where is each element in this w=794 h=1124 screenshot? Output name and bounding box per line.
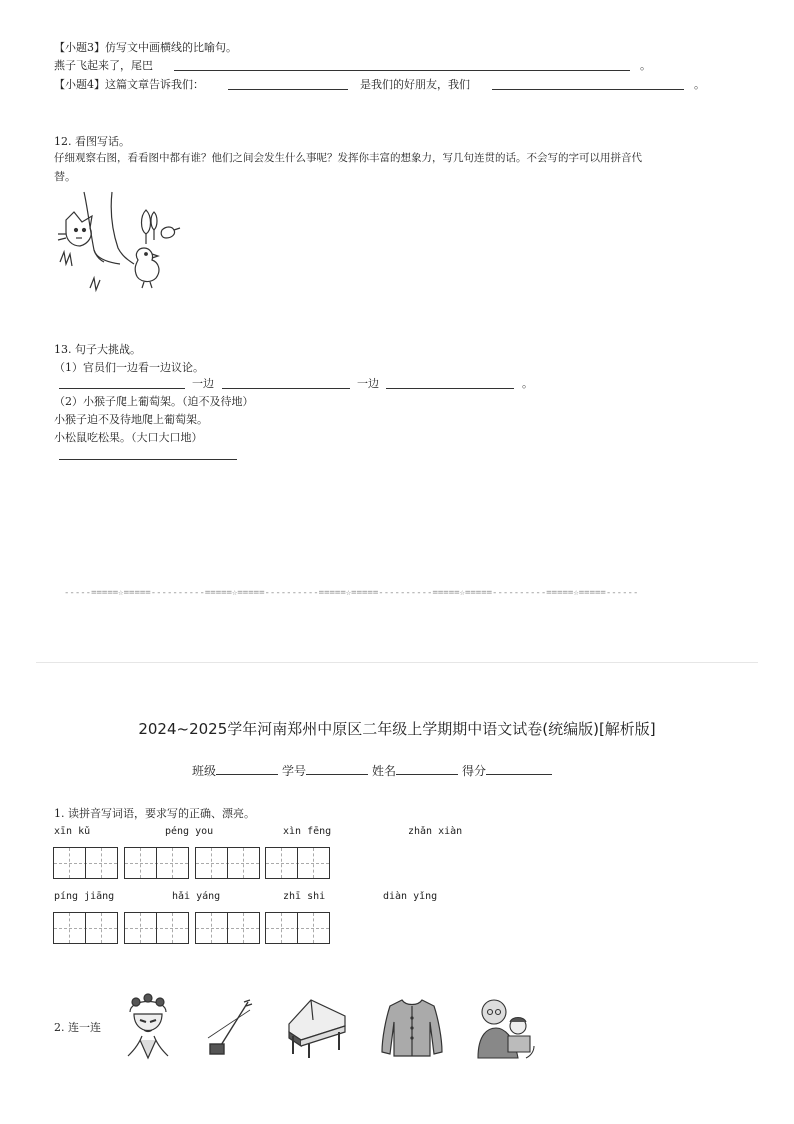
q13-sub1: （1）官员们一边看一边议论。 [54, 361, 204, 374]
q4-mid: 是我们的好朋友，我们 [360, 78, 470, 91]
q13-blank-3[interactable] [386, 388, 514, 389]
q4-end: 。 [694, 78, 705, 91]
grandma-child-icon[interactable] [474, 996, 538, 1060]
q13-yibian-2: 一边 [357, 377, 379, 390]
q12-title: 12. 看图写话。 [54, 135, 130, 148]
write-box-8[interactable] [265, 912, 330, 944]
erhu-icon[interactable] [204, 998, 256, 1058]
pinyin-6: hǎi yáng [172, 891, 221, 902]
field-class-label: 班级 [192, 764, 217, 778]
page-separator [36, 662, 758, 663]
field-id-blank[interactable] [306, 774, 368, 775]
q4-prompt: 【小题4】这篇文章告诉我们： [54, 78, 204, 91]
q13-blank-4[interactable] [59, 459, 237, 460]
field-score-label: 得分 [462, 764, 487, 778]
peking-opera-mask-icon[interactable] [122, 992, 174, 1062]
q2-title: 2. 连一连 [54, 1021, 101, 1034]
q13-blank-1[interactable] [59, 388, 185, 389]
q13-sub2: （2）小猴子爬上葡萄架。（迫不及待地） [54, 395, 254, 408]
piano-icon[interactable] [283, 996, 351, 1060]
pinyin-2: péng you [165, 826, 214, 837]
field-name-label: 姓名 [372, 764, 397, 778]
q4-answer-line-1[interactable] [228, 89, 348, 90]
write-box-1[interactable] [53, 847, 118, 879]
q13-period: 。 [522, 377, 533, 390]
write-box-6[interactable] [124, 912, 189, 944]
pinyin-5: píng jiāng [54, 891, 115, 902]
q13-blank-2[interactable] [222, 388, 350, 389]
pinyin-4: zhǎn xiàn [408, 826, 463, 837]
field-score-blank[interactable] [486, 774, 552, 775]
write-box-5[interactable] [53, 912, 118, 944]
q12-instruction-cont: 替。 [54, 170, 76, 183]
write-box-3[interactable] [195, 847, 260, 879]
q13-title: 13. 句子大挑战。 [54, 343, 141, 356]
write-box-7[interactable] [195, 912, 260, 944]
q3-sentence: 燕子飞起来了，尾巴 [54, 59, 153, 72]
q3-prompt: 【小题3】仿写文中画横线的比喻句。 [54, 41, 237, 54]
q13-yibian-1: 一边 [192, 377, 214, 390]
q3-answer-line[interactable] [174, 70, 630, 71]
write-box-2[interactable] [124, 847, 189, 879]
q4-answer-line-2[interactable] [492, 89, 684, 90]
pinyin-8: diàn yǐng [383, 891, 438, 902]
pinyin-3: xìn fēng [283, 826, 332, 837]
q3-end: 。 [640, 59, 651, 72]
field-id-label: 学号 [282, 764, 307, 778]
write-box-4[interactable] [265, 847, 330, 879]
q12-instruction: 仔细观察右图，看看图中都有谁？他们之间会发生什么事呢？发挥你丰富的想象力，写几句连贯的话。不会写的字可以用拼音代 [54, 152, 642, 164]
field-class-blank[interactable] [216, 774, 278, 775]
pinyin-7: zhī shi [283, 891, 326, 902]
student-info-fields [192, 762, 552, 779]
section-divider: -----=====☆=====----------=====☆=====----------=====☆=====----------=====☆=====----------=====☆=====------ [64, 588, 639, 598]
q13-task: 小松鼠吃松果。（大口大口地） [54, 431, 203, 444]
exam-title: 2024~2025学年河南郑州中原区二年级上学期期中语文试卷(统编版)[解析版] [138, 720, 656, 738]
q1-title: 1. 读拼音写词语，要求写的正确、漂亮。 [54, 807, 255, 820]
q13-example: 小猴子迫不及待地爬上葡萄架。 [54, 413, 208, 426]
field-name-blank[interactable] [396, 774, 458, 775]
sweater-icon[interactable] [378, 998, 446, 1058]
wolf-tree-bird-illustration [54, 190, 186, 294]
pinyin-1: xīn kǔ [54, 826, 91, 837]
